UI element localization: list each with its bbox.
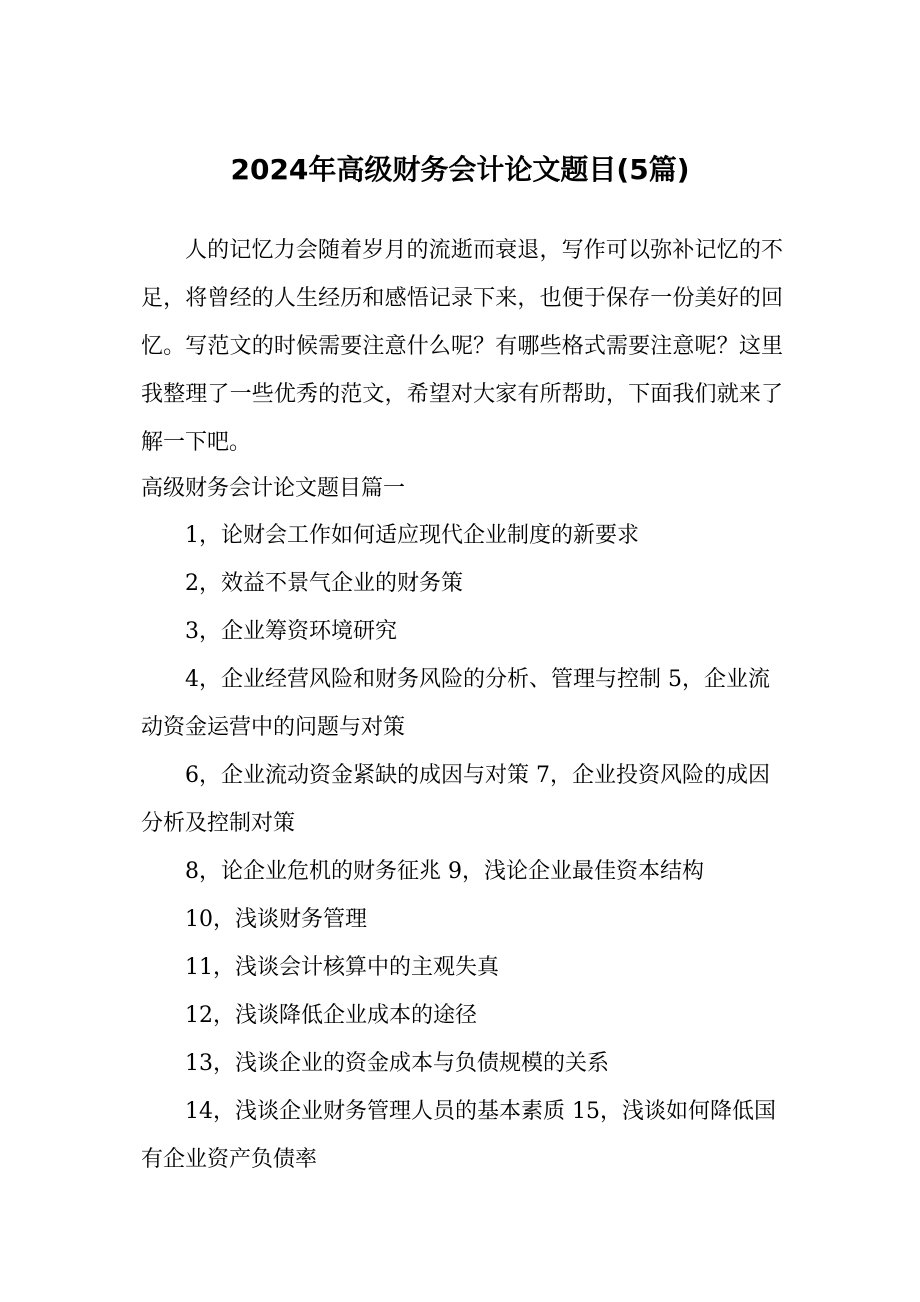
page-title: 2024年高级财务会计论文题目(5篇) [230, 153, 690, 186]
list-item: 4，企业经营风险和财务风险的分析、管理与控制 5，企业流动资金运营中的问题与对策 [141, 667, 770, 740]
list-item: 11，浅谈会计核算中的主观失真 [185, 955, 499, 980]
list-item: 1，论财会工作如何适应现代企业制度的新要求 [185, 523, 639, 548]
list-item: 10，浅谈财务管理 [185, 907, 367, 932]
list-item: 8，论企业危机的财务征兆 9，浅论企业最佳资本结构 [185, 859, 704, 884]
list-item: 6，企业流动资金紧缺的成因与对策 7，企业投资风险的成因分析及控制对策 [141, 763, 770, 836]
intro-paragraph: 人的记忆力会随着岁月的流逝而衰退，写作可以弥补记忆的不足，将曾经的人生经历和感悟记录下来，也便于保存一份美好的回忆。写范文的时候需要注意什么呢？有哪些格式需要注意呢？这里我整理了一些优秀的范文，希望对大家有所帮助，下面我们就来了解一下吧。 [141, 238, 783, 455]
list-item: 13，浅谈企业的资金成本与负债规模的关系 [185, 1051, 609, 1076]
list-item: 2，效益不景气企业的财务策 [185, 571, 463, 596]
list-item: 12，浅谈降低企业成本的途径 [185, 1003, 477, 1028]
list-item: 3，企业筹资环境研究 [185, 619, 397, 644]
section-heading: 高级财务会计论文题目篇一 [141, 476, 406, 501]
list-item: 14，浅谈企业财务管理人员的基本素质 15，浅谈如何降低国有企业资产负债率 [141, 1099, 776, 1172]
